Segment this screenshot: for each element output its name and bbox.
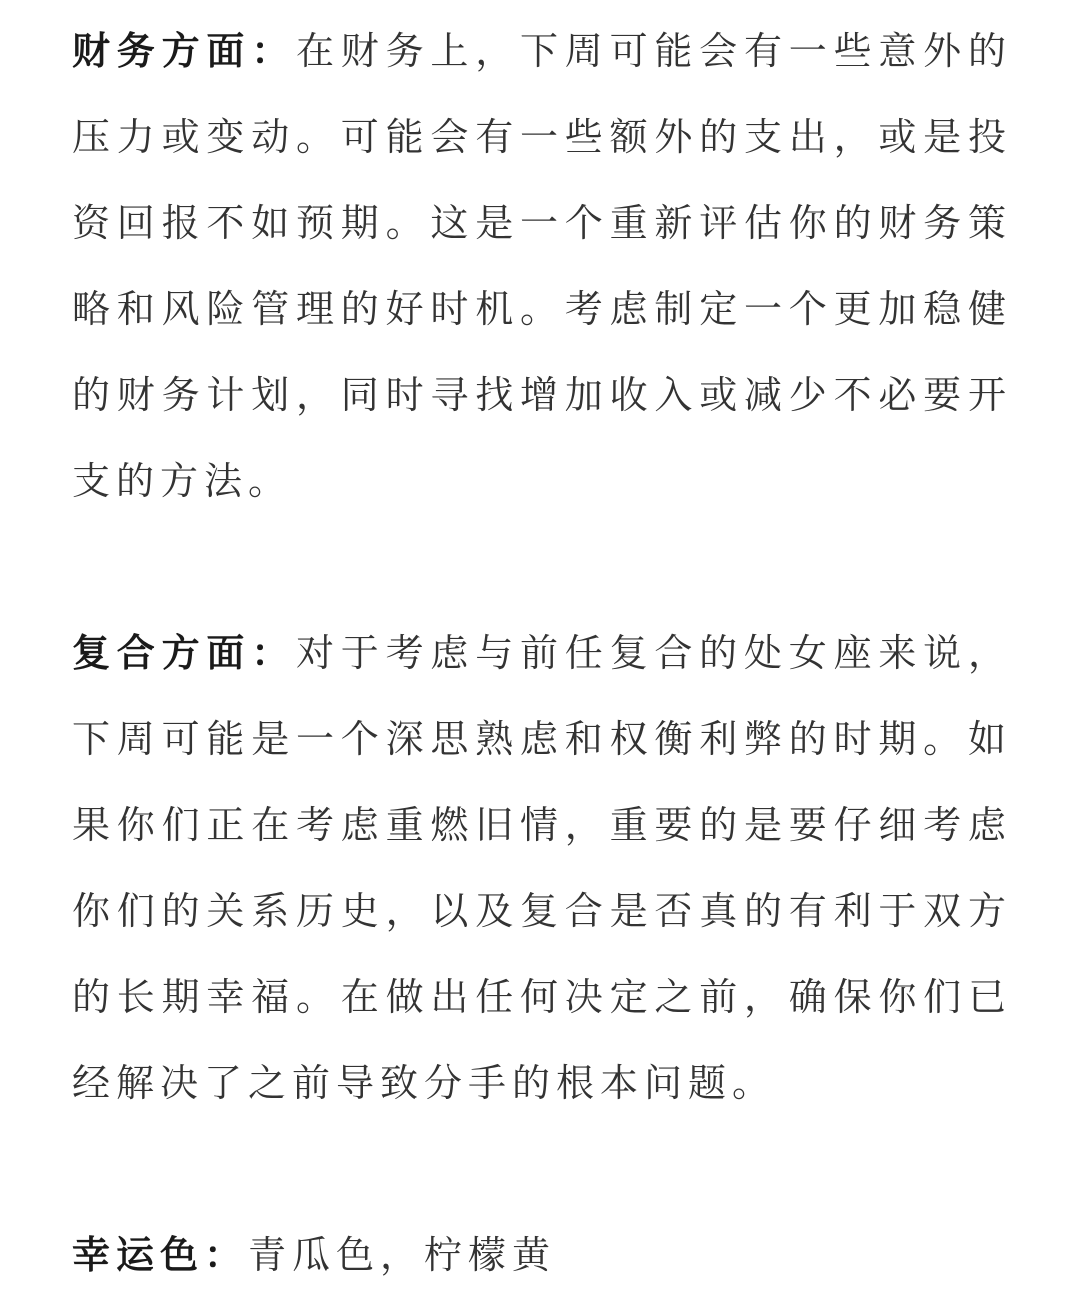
reconciliation-paragraph <box>72 610 1012 1126</box>
lucky-color-text: 青瓜色，柠檬黄 <box>248 1233 557 1277</box>
finance-label: 财务方面： <box>72 29 296 73</box>
finance-text: 在财务上，下周可能会有一些意外的压力或变动。可能会有一些额外的支出，或是投资回报不如预期。这是一个重新评估你的财务策略和风险管理的好时机。考虑制定一个更加稳健的财务计划，同时寻找增加收入或减少不必要开支的方法。 <box>72 29 1012 503</box>
article-body <box>72 8 1012 1298</box>
lucky-color-paragraph <box>72 1212 1012 1298</box>
finance-paragraph <box>72 8 1012 524</box>
reconciliation-label: 复合方面： <box>72 631 296 675</box>
reconciliation-text: 对于考虑与前任复合的处女座来说，下周可能是一个深思熟虑和权衡利弊的时期。如果你们正在考虑重燃旧情，重要的是要仔细考虑你们的关系历史，以及复合是否真的有利于双方的长期幸福。在做出任何决定之前，确保你们已经解决了之前导致分手的根本问题。 <box>72 631 1012 1105</box>
lucky-color-label: 幸运色： <box>72 1233 249 1277</box>
